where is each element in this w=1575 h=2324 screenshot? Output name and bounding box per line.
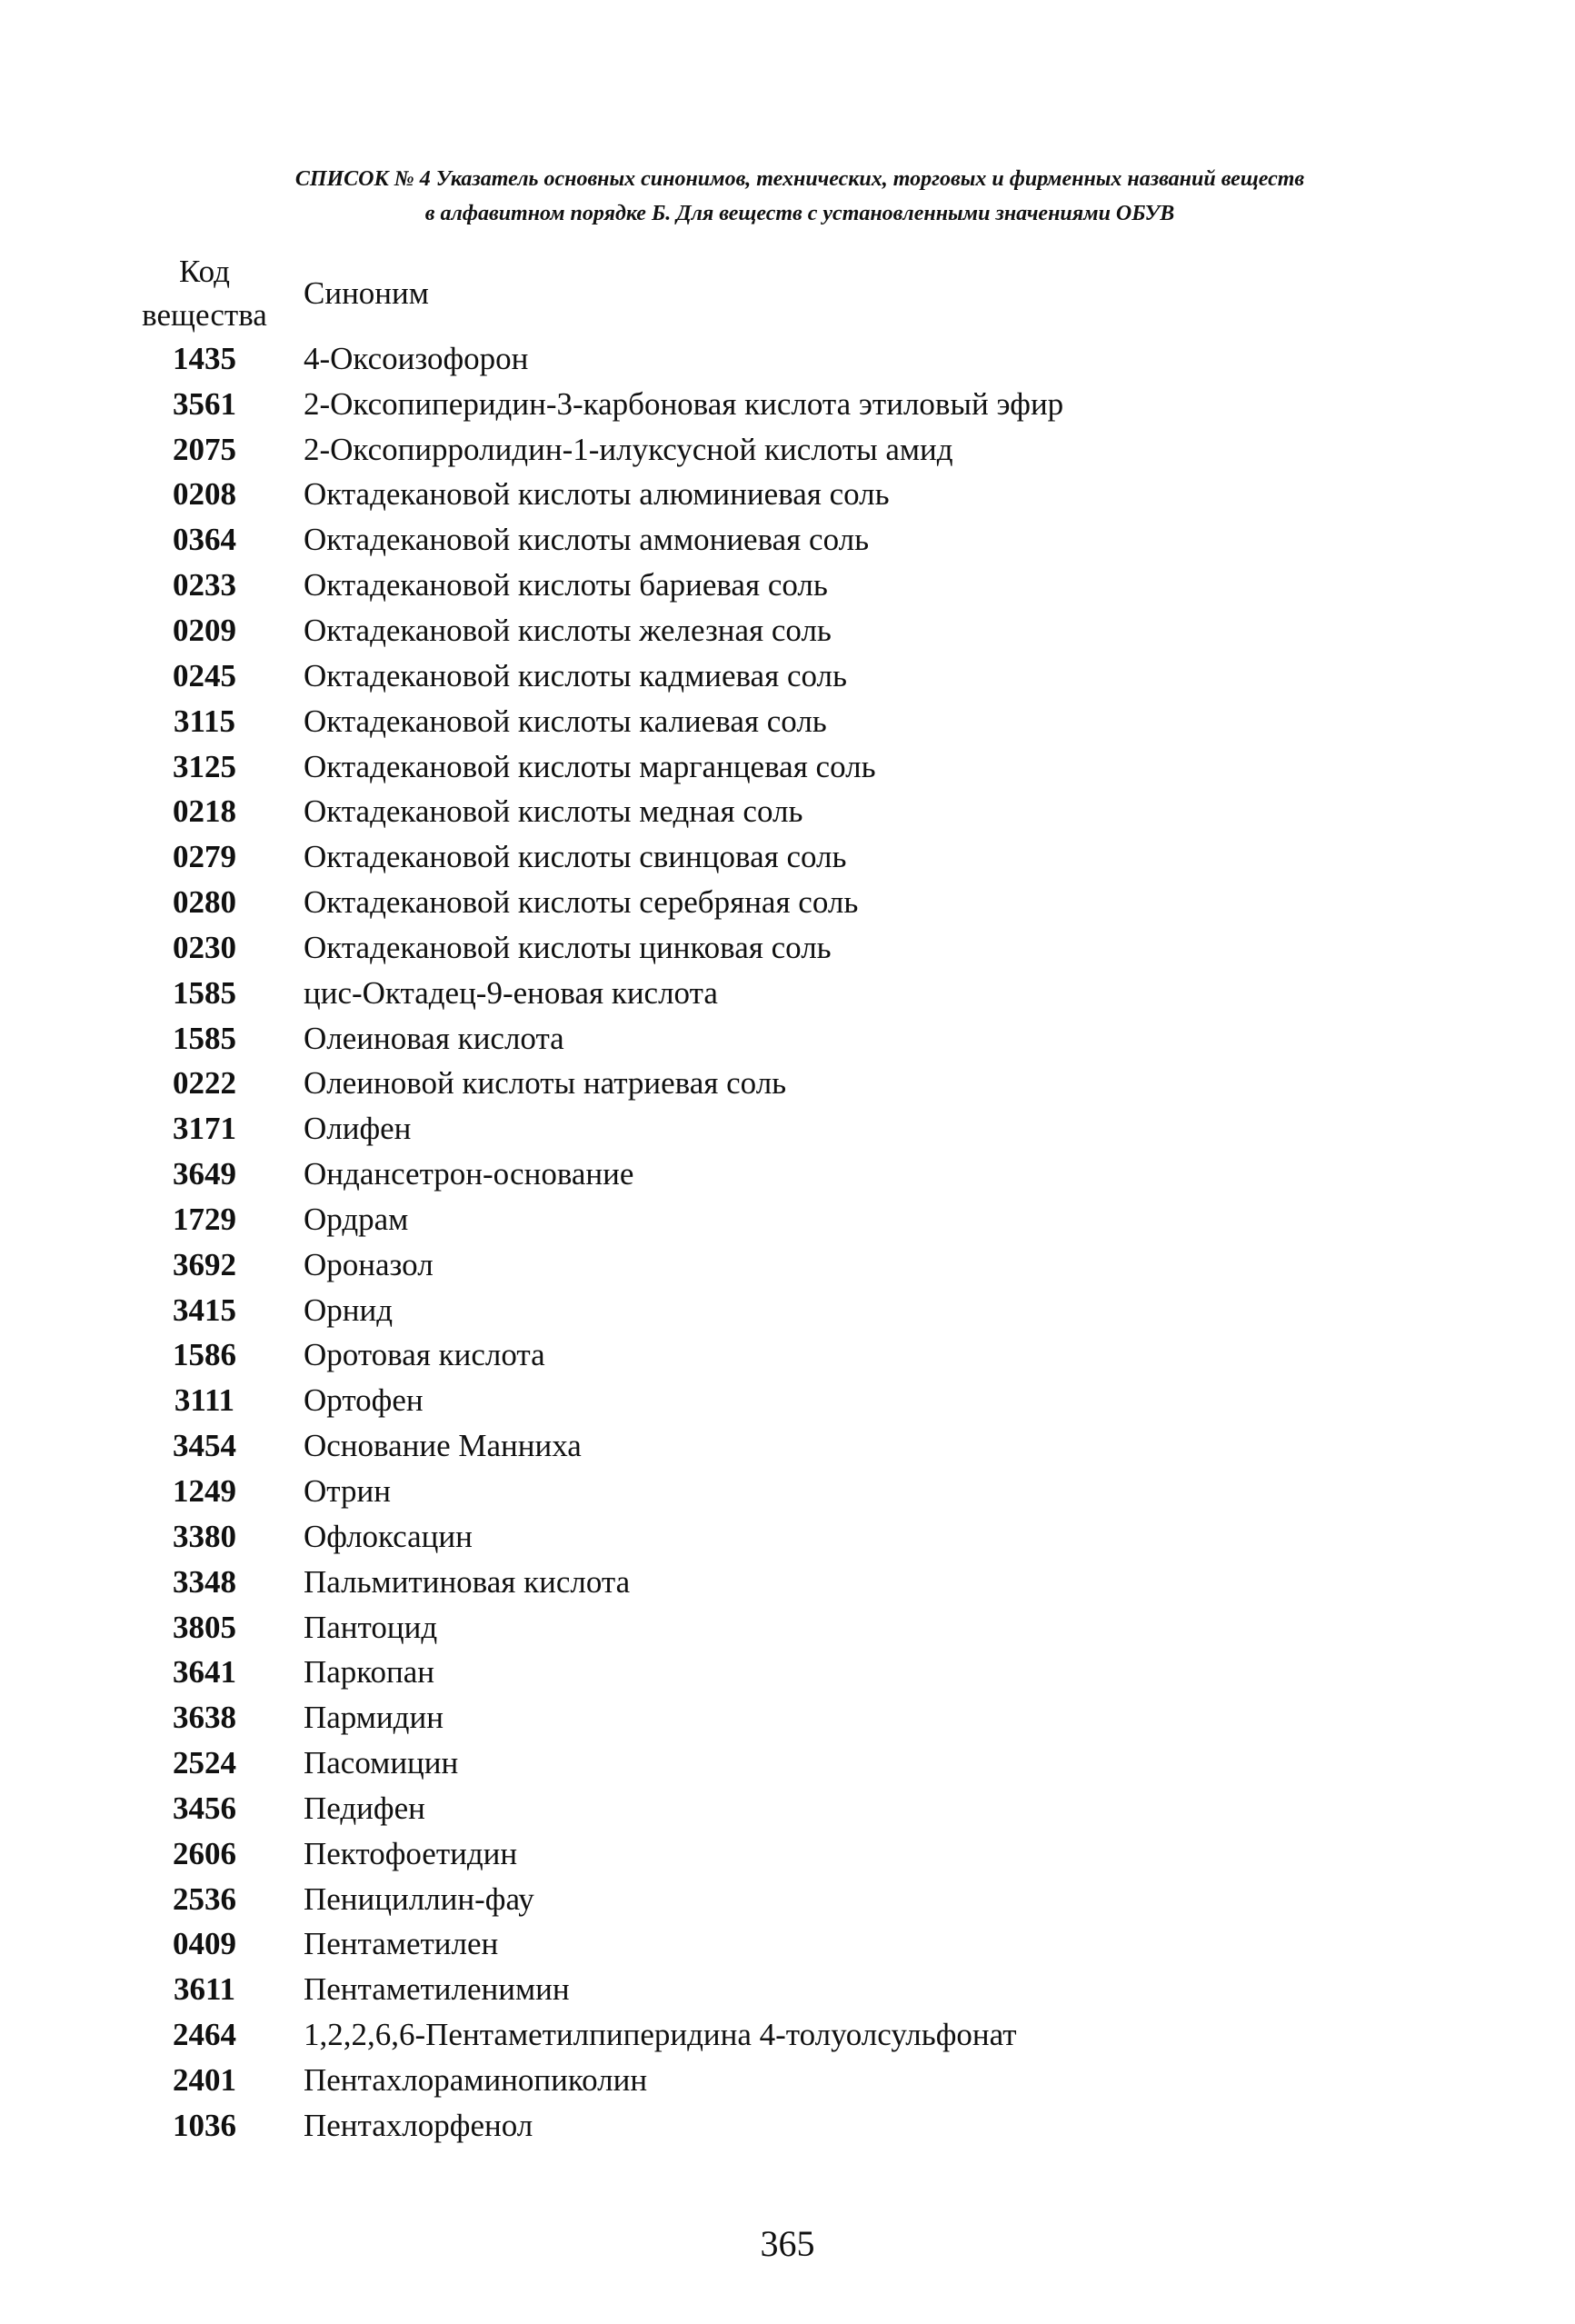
table-row [127,1197,1490,1242]
table-row [127,473,1490,518]
table-row [127,653,1490,699]
synonym-name: Октадекановой кислоты железная соль [304,612,832,648]
table-row [127,608,1490,653]
substance-code: 0208 [173,476,236,513]
synonym-name: цис-Октадец-9-еновая кислота [304,974,718,1011]
table-row [127,1877,1490,1922]
substance-code: 3125 [173,748,236,784]
column-header-code-line-2: вещества [142,297,267,333]
header-line-2: в алфавитном порядке Б. Для веществ с установленными значениями ОБУВ [424,202,1175,225]
substance-code: 1036 [173,2107,236,2143]
synonym-name: 2-Оксопиперидин-3-карбоновая кислота этиловый эфир [304,385,1064,422]
table-row [127,1695,1490,1741]
substance-code: 3171 [173,1111,236,1147]
synonym-name: Пентаметиленимин [304,1971,570,2008]
table-row [127,1378,1490,1423]
substance-code: 3415 [173,1292,236,1328]
table-row [127,427,1490,473]
table-row [127,1106,1490,1152]
column-header-code-line-1: Код [179,254,230,289]
synonym-name: Октадекановой кислоты медная соль [304,793,803,830]
synonym-name: Пасомицин [304,1745,459,1781]
substance-code: 0409 [173,1926,236,1962]
table-row [127,699,1490,744]
table-row [127,1016,1490,1062]
synonym-name: Педифен [304,1790,425,1826]
table-row [127,2103,1490,2149]
substance-code: 1585 [173,974,236,1011]
table-row [127,1922,1490,1968]
substance-code: 3649 [173,1156,236,1192]
list-header [164,162,1436,231]
table-row [127,2058,1490,2103]
substance-code: 1729 [173,1201,236,1237]
substance-code: 0279 [173,839,236,875]
synonym-name: Ортофен [304,1382,424,1419]
substance-code: 2524 [173,1745,236,1781]
substance-code: 3638 [173,1700,236,1736]
table-row [127,1152,1490,1197]
synonym-name: Октадекановой кислоты алюминиевая соль [304,476,890,513]
substance-code: 3454 [173,1428,236,1464]
synonym-name: Октадекановой кислоты марганцевая соль [304,748,876,784]
synonym-name: Пектофоетидин [304,1835,518,1871]
table-row [127,563,1490,608]
synonym-name: Олифен [304,1111,412,1147]
substance-code: 1586 [173,1337,236,1373]
synonym-name: Отрин [304,1473,391,1510]
synonym-name: Пентахлорфенол [304,2107,533,2143]
table-row [127,517,1490,563]
table-row [127,789,1490,834]
synonym-name: Октадекановой кислоты серебряная соль [304,884,859,921]
synonym-name: Ороназол [304,1246,434,1282]
synonym-name: Пентахлораминопиколин [304,2061,648,2098]
synonym-name: Пармидин [304,1700,444,1736]
substance-code: 2606 [173,1835,236,1871]
page-number: 365 [760,2223,815,2264]
synonym-name: Октадекановой кислоты бариевая соль [304,567,828,603]
table-row [127,1242,1490,1288]
substance-code: 3380 [173,1518,236,1554]
synonym-name: Паркопан [304,1654,435,1691]
table-row [127,382,1490,427]
table-row [127,1967,1490,2012]
substance-code: 1435 [173,340,236,376]
substance-code: 3692 [173,1246,236,1282]
substance-code: 0230 [173,929,236,965]
synonym-name: Октадекановой кислоты свинцовая соль [304,839,847,875]
header-line-1: СПИСОК № 4 Указатель основных синонимов, технических, торговых и фирменных названий веществ [294,167,1305,191]
synonym-table [127,336,1490,2149]
synonym-name: Офлоксацин [304,1518,473,1554]
synonym-name: Олеиновая кислота [304,1020,564,1056]
substance-code: 2464 [173,2017,236,2053]
substance-code: 0245 [173,657,236,693]
table-row [127,1650,1490,1695]
table-row [127,834,1490,880]
substance-code: 1585 [173,1020,236,1056]
table-row [127,1333,1490,1379]
synonym-name: Ондансетрон-основание [304,1156,634,1192]
substance-code: 3456 [173,1790,236,1826]
synonym-name: Пальмитиновая кислота [304,1563,631,1600]
synonym-name: Оротовая кислота [304,1337,545,1373]
table-row [127,1423,1490,1469]
synonym-name: Орнид [304,1292,394,1328]
synonym-name: 4-Оксоизофорон [304,340,529,376]
substance-code: 0364 [173,522,236,558]
substance-code: 3115 [173,703,236,739]
table-row [127,1514,1490,1560]
substance-code: 3611 [173,1971,236,2008]
substance-code: 3561 [173,385,236,422]
table-row [127,744,1490,790]
substance-code: 3111 [174,1382,235,1419]
substance-code: 0218 [173,793,236,830]
synonym-name: 2-Оксопирролидин-1-илуксусной кислоты амид [304,431,953,467]
synonym-name: Октадекановой кислоты цинковая соль [304,929,832,965]
synonym-name: Октадекановой кислоты аммониевая соль [304,522,870,558]
substance-code: 3348 [173,1563,236,1600]
table-row [127,1605,1490,1651]
table-row [127,925,1490,971]
synonym-name: 1,2,2,6,6-Пентаметилпиперидина 4-толуолсульфонат [304,2017,1017,2053]
column-header-synonym: Синоним [304,275,429,311]
table-row [127,1288,1490,1333]
synonym-name: Октадекановой кислоты калиевая соль [304,703,827,739]
table-row [127,2012,1490,2058]
substance-code: 0222 [173,1065,236,1102]
table-row [127,1062,1490,1107]
table-row [127,1831,1490,1877]
substance-code: 2536 [173,1880,236,1917]
table-row [127,336,1490,382]
table-row [127,1786,1490,1831]
substance-code: 0209 [173,612,236,648]
column-header-code [127,250,282,337]
table-row [127,1560,1490,1605]
synonym-name: Основание Манниха [304,1428,582,1464]
synonym-name: Олеиновой кислоты натриевая соль [304,1065,787,1102]
substance-code: 2075 [173,431,236,467]
substance-code: 3805 [173,1609,236,1645]
synonym-name: Октадекановой кислоты кадмиевая соль [304,657,847,693]
synonym-name: Пенициллин-фау [304,1880,534,1917]
substance-code: 1249 [173,1473,236,1510]
substance-code: 2401 [173,2061,236,2098]
substance-code: 3641 [173,1654,236,1691]
substance-code: 0233 [173,567,236,603]
table-row [127,1741,1490,1786]
synonym-name: Ордрам [304,1201,409,1237]
table-row [127,1469,1490,1514]
substance-code: 0280 [173,884,236,921]
table-row [127,880,1490,925]
synonym-name: Пентаметилен [304,1926,499,1962]
table-row [127,971,1490,1016]
synonym-name: Пантоцид [304,1609,438,1645]
